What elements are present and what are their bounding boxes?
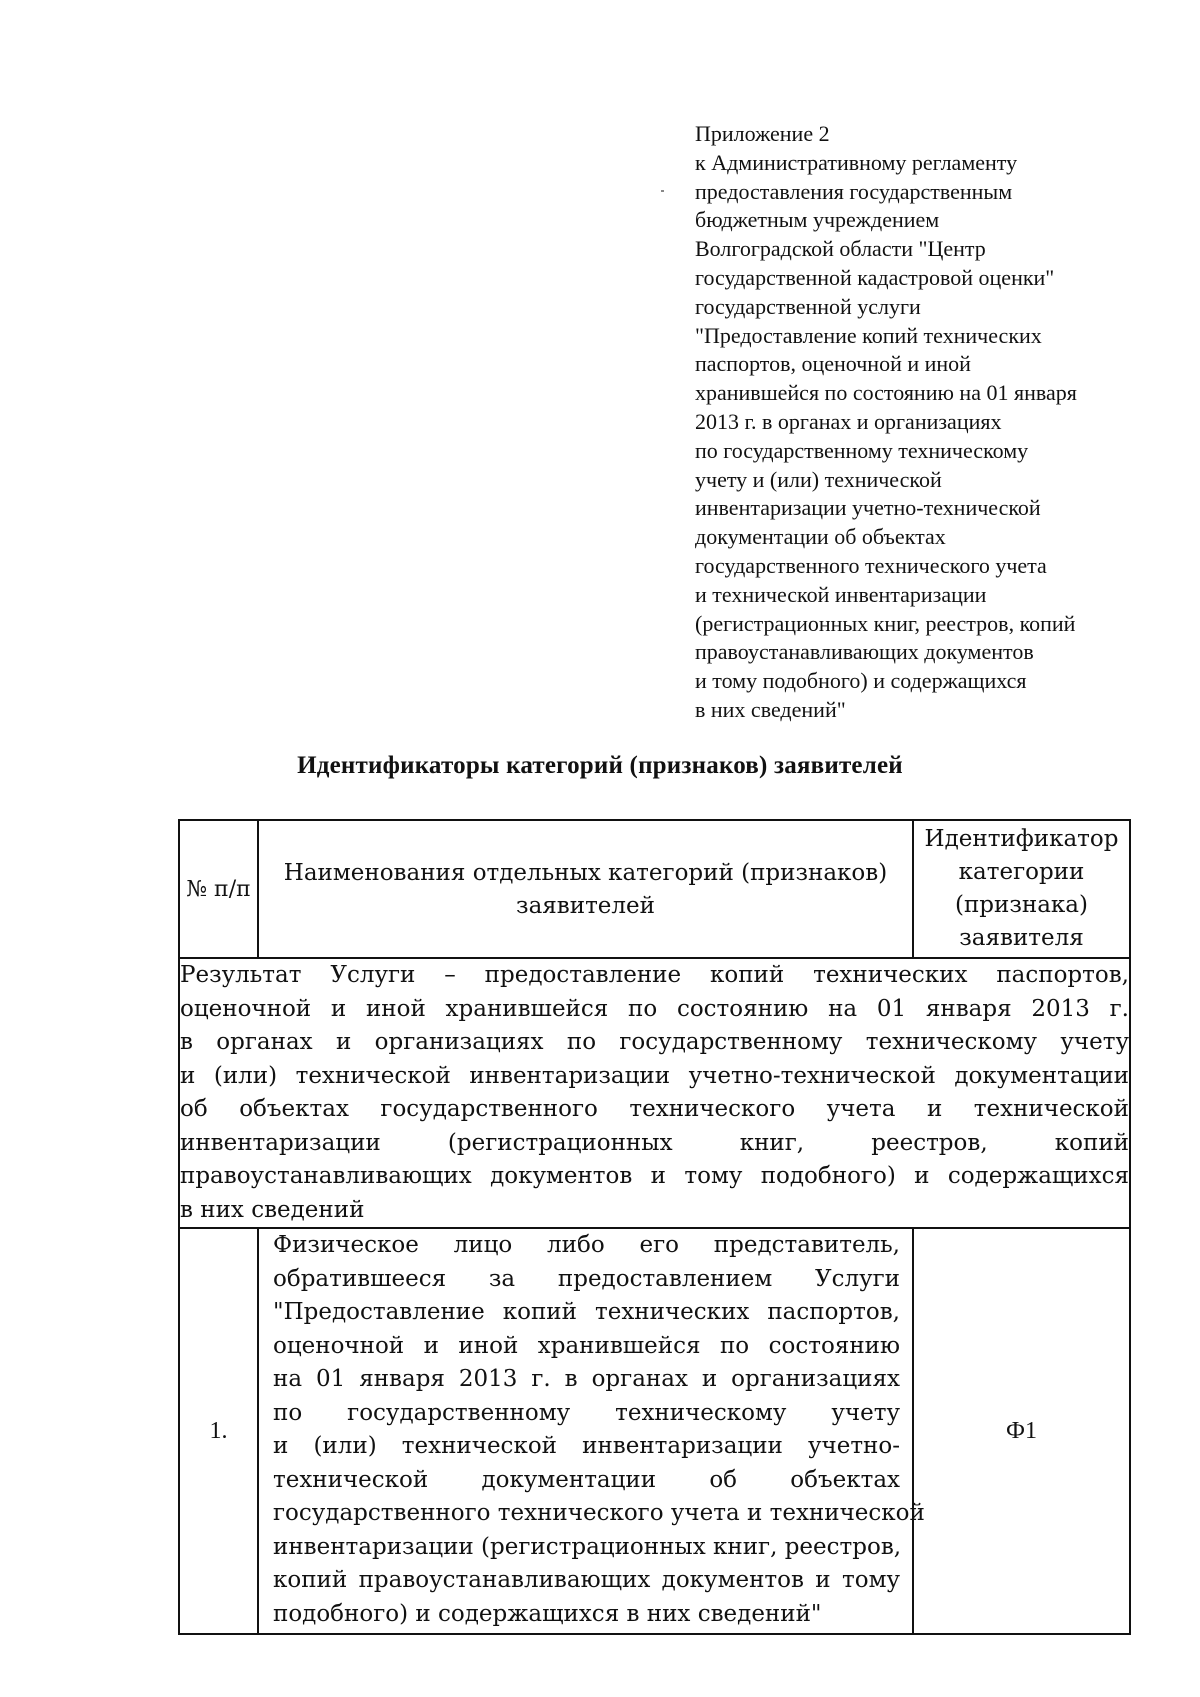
header-identifier-cell — [913, 820, 1130, 958]
appendix-line: паспортов, оценочной и иной — [695, 351, 971, 377]
appendix-line: документации об объектах — [695, 524, 946, 550]
appendix-line: к Административному регламенту — [695, 149, 1018, 175]
appendix-line: государственного технического учета — [695, 552, 1047, 578]
row-identifier-cell: Ф1 — [913, 1228, 1130, 1634]
appendix-block — [695, 120, 1165, 725]
appendix-line: 2013 г. в органах и организациях — [695, 408, 1002, 434]
result-line: Результат Услуги – предоставление копий технических паспортов, — [180, 962, 1129, 988]
appendix-line: (регистрационных книг, реестров, копий — [695, 610, 1076, 636]
header-name-cell: Наименования отдельных категорий (признаков) заявителей — [258, 820, 913, 958]
appendix-line: хранившейся по состоянию на 01 января — [695, 380, 1077, 406]
appendix-line: правоустанавливающих документов — [695, 639, 1034, 665]
category-line: технической документации об объектах — [273, 1466, 900, 1493]
service-result-cell — [179, 958, 1130, 1228]
category-line: подобного) и содержащихся в них сведений" — [273, 1600, 822, 1627]
appendix-line: государственной кадастровой оценки" — [695, 264, 1055, 290]
category-line: Физическое лицо либо его представитель, — [273, 1232, 900, 1258]
header-identifier-line: (признака) — [954, 892, 1088, 918]
category-line: "Предоставление копий технических паспортов, — [273, 1299, 900, 1325]
result-line: в органах и организациях по государственному техническому учету — [180, 1029, 1129, 1055]
result-line: оценочной и иной хранившейся по состоянию на 01 января 2013 г. — [180, 995, 1129, 1022]
service-result-row — [179, 958, 1130, 1228]
applicant-categories-table — [178, 819, 1131, 1635]
category-line: на 01 января 2013 г. в органах и организациях — [273, 1366, 900, 1392]
result-line: и (или) технической инвентаризации учетно-технической документации — [180, 1062, 1129, 1089]
result-line: инвентаризации (регистрационных книг, реестров, копий — [180, 1129, 1129, 1156]
appendix-line: учету и (или) технической — [695, 466, 942, 492]
document-title: Идентификаторы категорий (признаков) заявителей — [297, 752, 903, 779]
category-line: инвентаризации (регистрационных книг, реестров, — [273, 1533, 902, 1560]
result-line: в них сведений — [180, 1196, 365, 1223]
appendix-line: и тому подобного) и содержащихся — [695, 668, 1027, 694]
appendix-line: государственной услуги — [695, 293, 921, 319]
table-row — [179, 1228, 1130, 1634]
appendix-line: предоставления государственным — [695, 178, 1013, 204]
header-identifier-line: заявителя — [959, 925, 1084, 951]
header-number-cell: № п/п — [179, 820, 258, 958]
row-category-cell — [258, 1228, 925, 1634]
appendix-line: в них сведений" — [695, 696, 846, 722]
table-header-row — [179, 820, 1130, 958]
appendix-line: Волгоградской области "Центр — [695, 236, 986, 262]
category-line: по государственному техническому учету — [273, 1399, 900, 1426]
appendix-line: инвентаризации учетно-технической — [695, 495, 1041, 521]
appendix-line: "Предоставление копий технических — [695, 322, 1042, 348]
category-line: обратившееся за предоставлением Услуги — [273, 1265, 900, 1292]
header-identifier-line: категории — [958, 859, 1085, 885]
appendix-line: по государственному техническому — [695, 437, 1029, 463]
scan-artifact — [661, 190, 664, 192]
appendix-line: и технической инвентаризации — [695, 581, 987, 607]
category-line: копий правоустанавливающих документов и тому — [273, 1567, 900, 1593]
category-line: и (или) технической инвентаризации учетно- — [273, 1433, 900, 1459]
appendix-line: Приложение 2 — [695, 121, 830, 146]
row-number-cell: 1. — [179, 1228, 258, 1634]
appendix-line: бюджетным учреждением — [695, 207, 940, 233]
result-line: правоустанавливающих документов и тому подобного) и содержащихся — [180, 1163, 1129, 1189]
category-line: государственного технического учета и технической — [273, 1500, 925, 1526]
header-identifier-line: Идентификатор — [924, 826, 1119, 852]
category-line: оценочной и иной хранившейся по состоянию — [273, 1332, 900, 1359]
result-line: об объектах государственного технического учета и технической — [180, 1096, 1129, 1122]
